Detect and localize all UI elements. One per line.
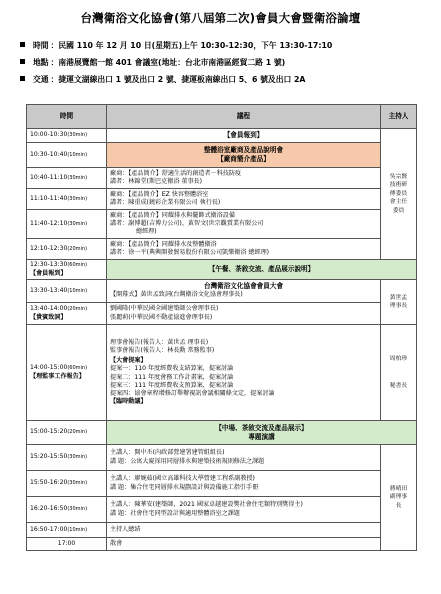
bullet-icon [20, 59, 25, 64]
schedule-table [26, 104, 417, 551]
table-row [27, 280, 417, 303]
program-cell: 【午餐、茶敘交流、產品展示說明】 [107, 260, 417, 280]
time-cell: 15:50-16:20(30min) [27, 471, 107, 497]
time-cell: 12:30-13:30(60min) 【會員報到】 [27, 260, 107, 280]
bullet-icon [20, 42, 25, 47]
time-cell: 12:10-12:30(20min) [27, 239, 107, 260]
host-cell-opening: 黃世孟 理事長 [381, 280, 417, 325]
host-cell-afternoon: 蔣晴田 副理事 長 [381, 445, 417, 551]
time-cell: 16:50-17:00(10min) [27, 523, 107, 538]
table-row [27, 168, 417, 189]
bullet-icon [20, 76, 25, 81]
program-cell: 廠商：【產品簡介】舒適生活的創造者－科技防疫 講者：林錦堂(斯巴克衛浴 董事長) [107, 168, 381, 189]
program-cell: 主講人：陳華安(建築師，2021 國家卓越建設獎社會住宅類特別獎得主) 講 題：社會住宅同型設計與適用整體浴室之課題 [107, 497, 381, 523]
header-host: 主持人 [381, 105, 417, 129]
host-cell-morning: 吳宗賢 技術研 傳委員 會主任 委員 [381, 129, 417, 260]
header-program: 議程 [107, 105, 381, 129]
time-cell: 15:00-15:20(20min) [27, 421, 107, 445]
time-cell: 15:20-15:50(30min) [27, 445, 107, 471]
time-cell: 14:00-15:00(60min) 【理監事工作報告】 [27, 325, 107, 421]
time-cell: 10:40-11:10(30min) [27, 168, 107, 189]
table-row [27, 143, 417, 168]
table-row [27, 421, 417, 445]
table-row [27, 189, 417, 210]
program-cell: 台灣衛浴文化協會會員大會 【開幕式】黃世孟致詞(台灣衛浴文化協會理事長) [107, 280, 381, 303]
header-time: 時間 [27, 105, 107, 129]
table-row [27, 210, 417, 239]
time-cell: 16:20-16:50(30min) [27, 497, 107, 523]
page-title: 台灣衛浴文化協會(第八屆第二次)會員大會暨衛浴論壇 [80, 11, 361, 25]
info-location: 地點 ：南港展覽館一館 401 會議室(地址：台北市南港區經貿二路 1 號) [20, 57, 430, 68]
time-cell: 13:30-13:40(10min) [27, 280, 107, 303]
program-cell: 【會員報到】 [107, 129, 381, 143]
program-cell: 廠商：【產品簡介】同耀排水與擺飾式衛浴設備 講者：謝博超(吉博力公司)、黃智文(世宗觀賞業有限公司 總經理) [107, 210, 381, 239]
program-cell: 理事會報告(報告人：黃世孟 理事長) 監事會報告(報告人：林長勳 常務監事) 【大會提案】 提案一：110 年度經費收支結算案，提案討論 提案二：111 年度會務工作計畫案，提案討論 提案三：111 年度經費收支預算案，提案討論 提案四：協會章程增修訂舉辦視訊會議相關條文定，提案討論 【臨時動議】 [107, 325, 381, 421]
table-row [27, 538, 417, 551]
time-cell: 17:00 [27, 538, 107, 551]
table-header-row [27, 105, 417, 129]
program-cell: 劉國隆(中華民國全國建築師公會理事長) 張麗莉(中華民國不動產協進會理事長) [107, 303, 381, 325]
table-row [27, 497, 417, 523]
program-cell: 整體浴室廠商及產品說明會 【廠商簡介產品】 [107, 143, 381, 168]
program-cell: 廠商：【產品簡介】同耀排水及整體衛浴 講者：徐一平(典興開發貿易股份有限公司凱樂衛浴 總經理) [107, 239, 381, 260]
program-cell: 主持人總結 [107, 523, 381, 538]
info-time: 時間 ：民國 110 年 12 月 10 日(星期五)上午 10:30-12:30，下午 13:30-17:10 [20, 40, 430, 51]
table-row [27, 471, 417, 497]
time-cell: 13:40-14:00(20min) 【貴賓致詞】 [27, 303, 107, 325]
time-cell: 11:10-11:40(30min) [27, 189, 107, 210]
time-cell: 10:00-10:30(30min) [27, 129, 107, 143]
host-cell-meeting: 周柏珍 秘書長 [381, 325, 417, 421]
table-row [27, 445, 417, 471]
program-cell: 廠商：【產品簡介】EZ 快容整體浴室 講者：陳重成(鐃彩企業有限公司 執行長) [107, 189, 381, 210]
table-row [27, 523, 417, 538]
table-row [27, 325, 417, 421]
program-cell: 【中場、茶敘交流及產品展示】 專題演講 [107, 421, 417, 445]
program-cell: 主講人：開中丕(內政部營建署建管組組長) 講 題：公寓大廈採用同層排水與建築技術規則修法之課題 [107, 445, 381, 471]
table-row [27, 129, 417, 143]
time-cell: 10:30-10:40(10min) [27, 143, 107, 168]
info-transport: 交通 ：捷運文湖線出口 1 號及出口 2 號、捷運板南線出口 5、6 號及出口 2A [20, 74, 430, 85]
table-row [27, 303, 417, 325]
time-cell: 11:40-12:10(30min) [27, 210, 107, 239]
table-row [27, 239, 417, 260]
program-cell: 散會 [107, 538, 381, 551]
program-cell: 主講人：廖婉茹(國立高雄科技大學營建工程系副教授) 講 題：集合住宅同層排水規劃設計與設備施工指引手冊 [107, 471, 381, 497]
table-row [27, 260, 417, 280]
